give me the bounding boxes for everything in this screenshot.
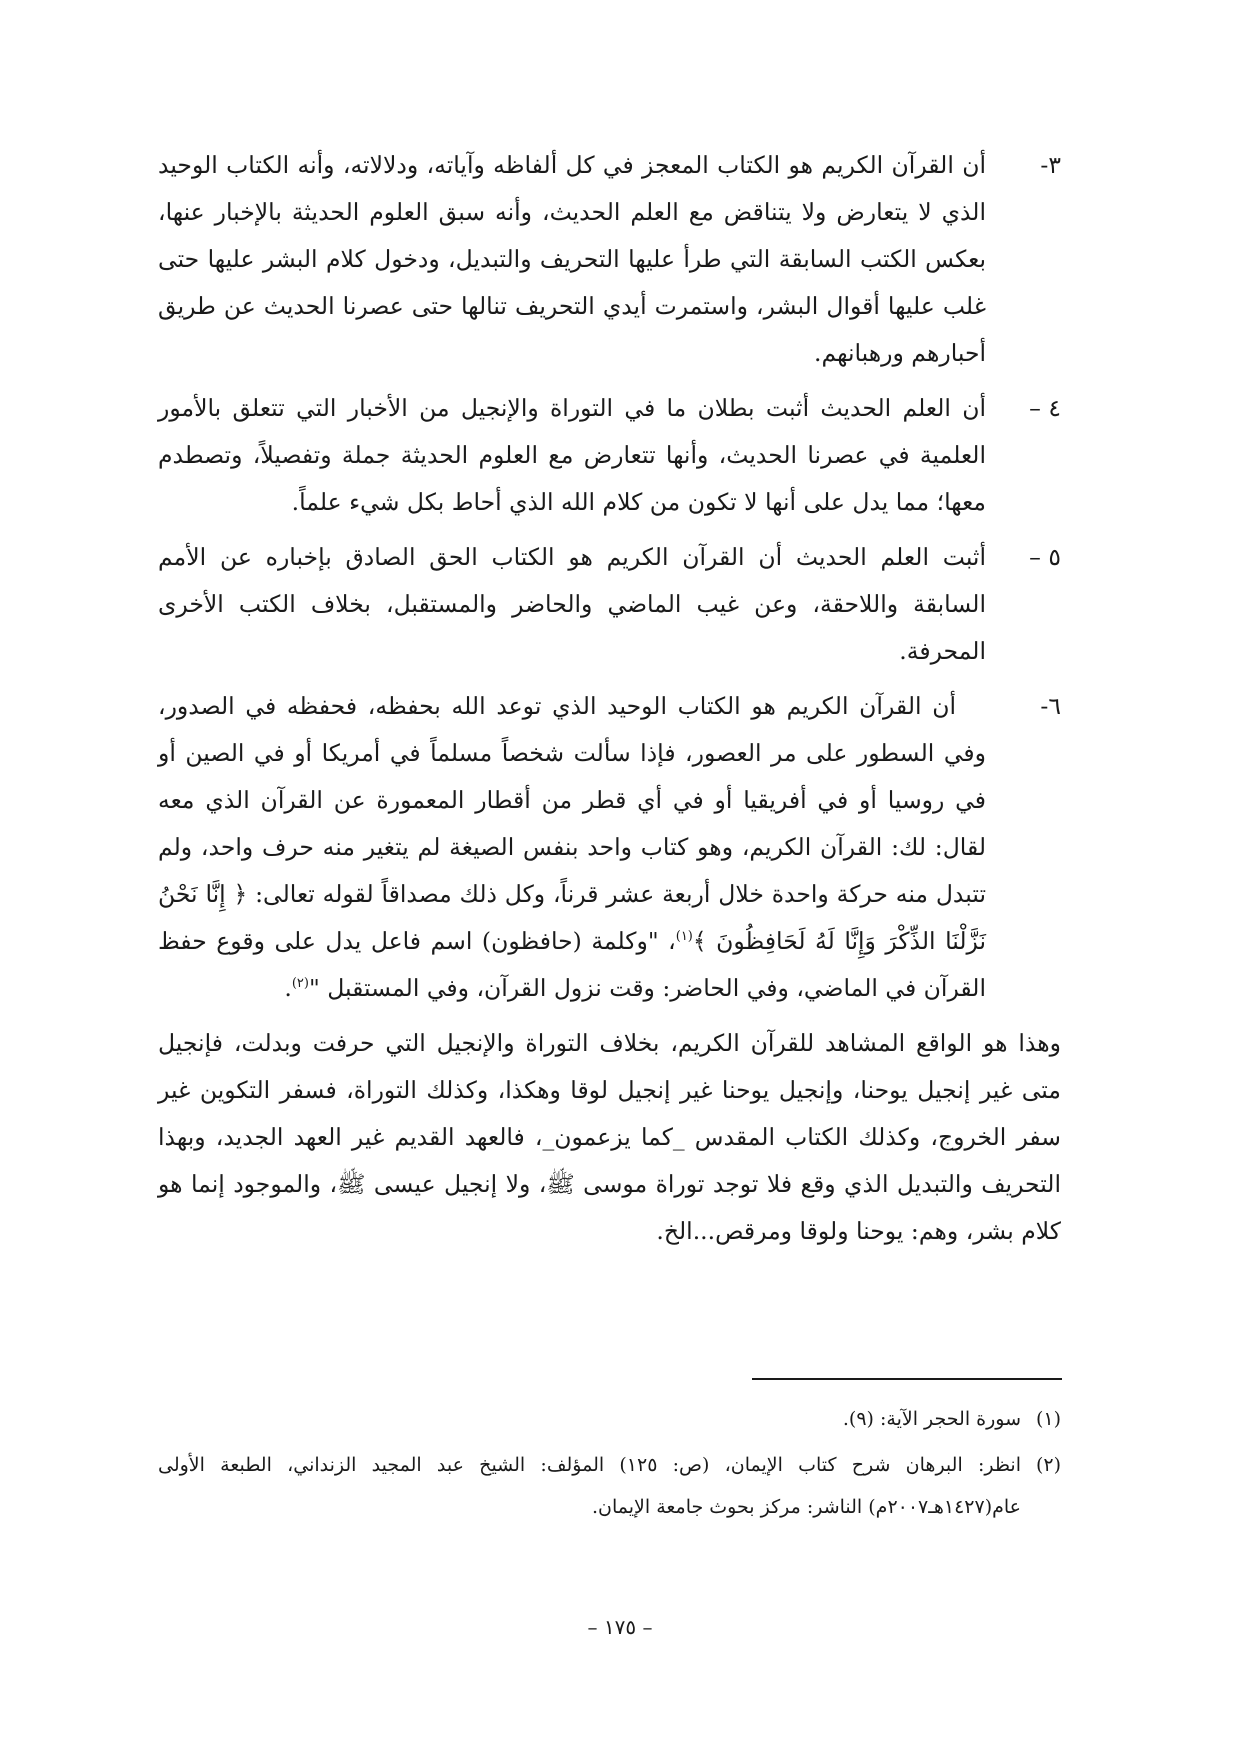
footnote-number: (١) (1035, 1408, 1061, 1430)
item-number: ٣- (1040, 151, 1061, 179)
main-text-body (158, 142, 1061, 1279)
footnote-number: (٢) (1035, 1454, 1061, 1476)
footnote-separator (752, 1378, 1062, 1380)
item-text (158, 683, 986, 1012)
list-item-6 (158, 683, 1061, 1012)
item-number: ٦- (1040, 692, 1061, 720)
footnote-text: سورة الحجر الآية: (٩). (842, 1408, 1021, 1430)
item-text: أثبت العلم الحديث أن القرآن الكريم هو الكتاب الحق الصادق بإخباره عن الأمم السابقة واللاحقة، وعن غيب الماضي والحاضر والمستقبل، بخلاف الكتب الأخرى المحرفة. (158, 543, 986, 665)
footnote-2 (158, 1444, 1061, 1528)
page-number: – ١٧٥ – (587, 1615, 653, 1639)
item-text-part: أن القرآن الكريم هو الكتاب الوحيد الذي توعد الله بحفظه، فحفظه في الصدور، وفي السطور على مر العصور، فإذا سألت شخصاً مسلماً في أمريكا أو في الصين أو في روسيا أو في أفريقيا أو في أي قطر من أقطار المعمورة عن القرآن الذي معه لقال: لك: القرآن الكريم، وهو كتاب واحد بنفس الصيغة لم يتغير منه حرف واحد، ولم تتبدل منه حركة واحدة خلال أربعة عشر قرناً، وكل ذلك مصداقاً لقوله تعالى: ﴿ إِنَّا نَحْنُ نَزَّلْنَا الذِّكْرَ وَإِنَّا لَهُ لَحَافِظُونَ ﴾ (158, 692, 986, 955)
list-item-5 (158, 534, 1061, 675)
item-number: ٤ – (1029, 394, 1061, 422)
list-item-3 (158, 142, 1061, 377)
item-text: أن القرآن الكريم هو الكتاب المعجز في كل ألفاظه وآياته، ودلالاته، وأنه الكتاب الوحيد الذي لا يتعارض ولا يتناقض مع العلم الحديث، وأنه سبق العلوم الحديثة بالإخبار عنها، بعكس الكتب السابقة التي طرأ عليها التحريف والتبديل، ودخول كلام البشر عليها حتى غلب عليها أقوال البشر، واستمرت أيدي التحريف تنالها حتى عصرنا الحديث عن طريق أحبارهم ورهبانهم. (158, 151, 986, 367)
footnote-text: انظر: البرهان شرح كتاب الإيمان، (ص: ١٢٥) المؤلف: الشيخ عبد المجيد الزنداني، الطبعة الأولى عام(١٤٢٧هـ٢٠٠٧م) الناشر: مركز بحوث جامعة الإيمان. (158, 1454, 1021, 1518)
list-item-4 (158, 385, 1061, 526)
footnotes-section (158, 1398, 1061, 1532)
closing-paragraph: وهذا هو الواقع المشاهد للقرآن الكريم، بخلاف التوراة والإنجيل التي حرفت وبدلت، فإنجيل متى غير إنجيل يوحنا، وإنجيل يوحنا غير إنجيل لوقا وهكذا، وكذلك التوراة، فسفر التكوين غير سفر الخروج، وكذلك الكتاب المقدس _كما يزعمون_، فالعهد القديم غير العهد الجديد، وبهذا التحريف والتبديل الذي وقع فلا توجد توراة موسى ﷺ، ولا إنجيل عيسى ﷺ، والموجود إنما هو كلام بشر، وهم: يوحنا ولوقا ومرقص...الخ. (158, 1029, 1061, 1245)
item-number: ٥ – (1029, 543, 1061, 571)
footnote-ref-2[interactable]: (٢) (291, 976, 309, 992)
item-text-part: . (284, 974, 292, 1002)
footnote-ref-1[interactable]: (١) (675, 929, 693, 945)
item-text-part: ، "وكلمة (حافظون) اسم فاعل يدل على وقوع حفظ القرآن في الماضي، وفي الحاضر: وقت نزول القرآن، وفي المستقبل " (158, 927, 986, 1002)
item-text: أن العلم الحديث أثبت بطلان ما في التوراة والإنجيل من الأخبار التي تتعلق بالأمور العلمية في عصرنا الحديث، وأنها تتعارض مع العلوم الحديثة جملة وتفصيلاً، وتصطدم معها؛ مما يدل على أنها لا تكون من كلام الله الذي أحاط بكل شيء علماً. (158, 394, 986, 516)
footnote-1 (158, 1398, 1061, 1440)
